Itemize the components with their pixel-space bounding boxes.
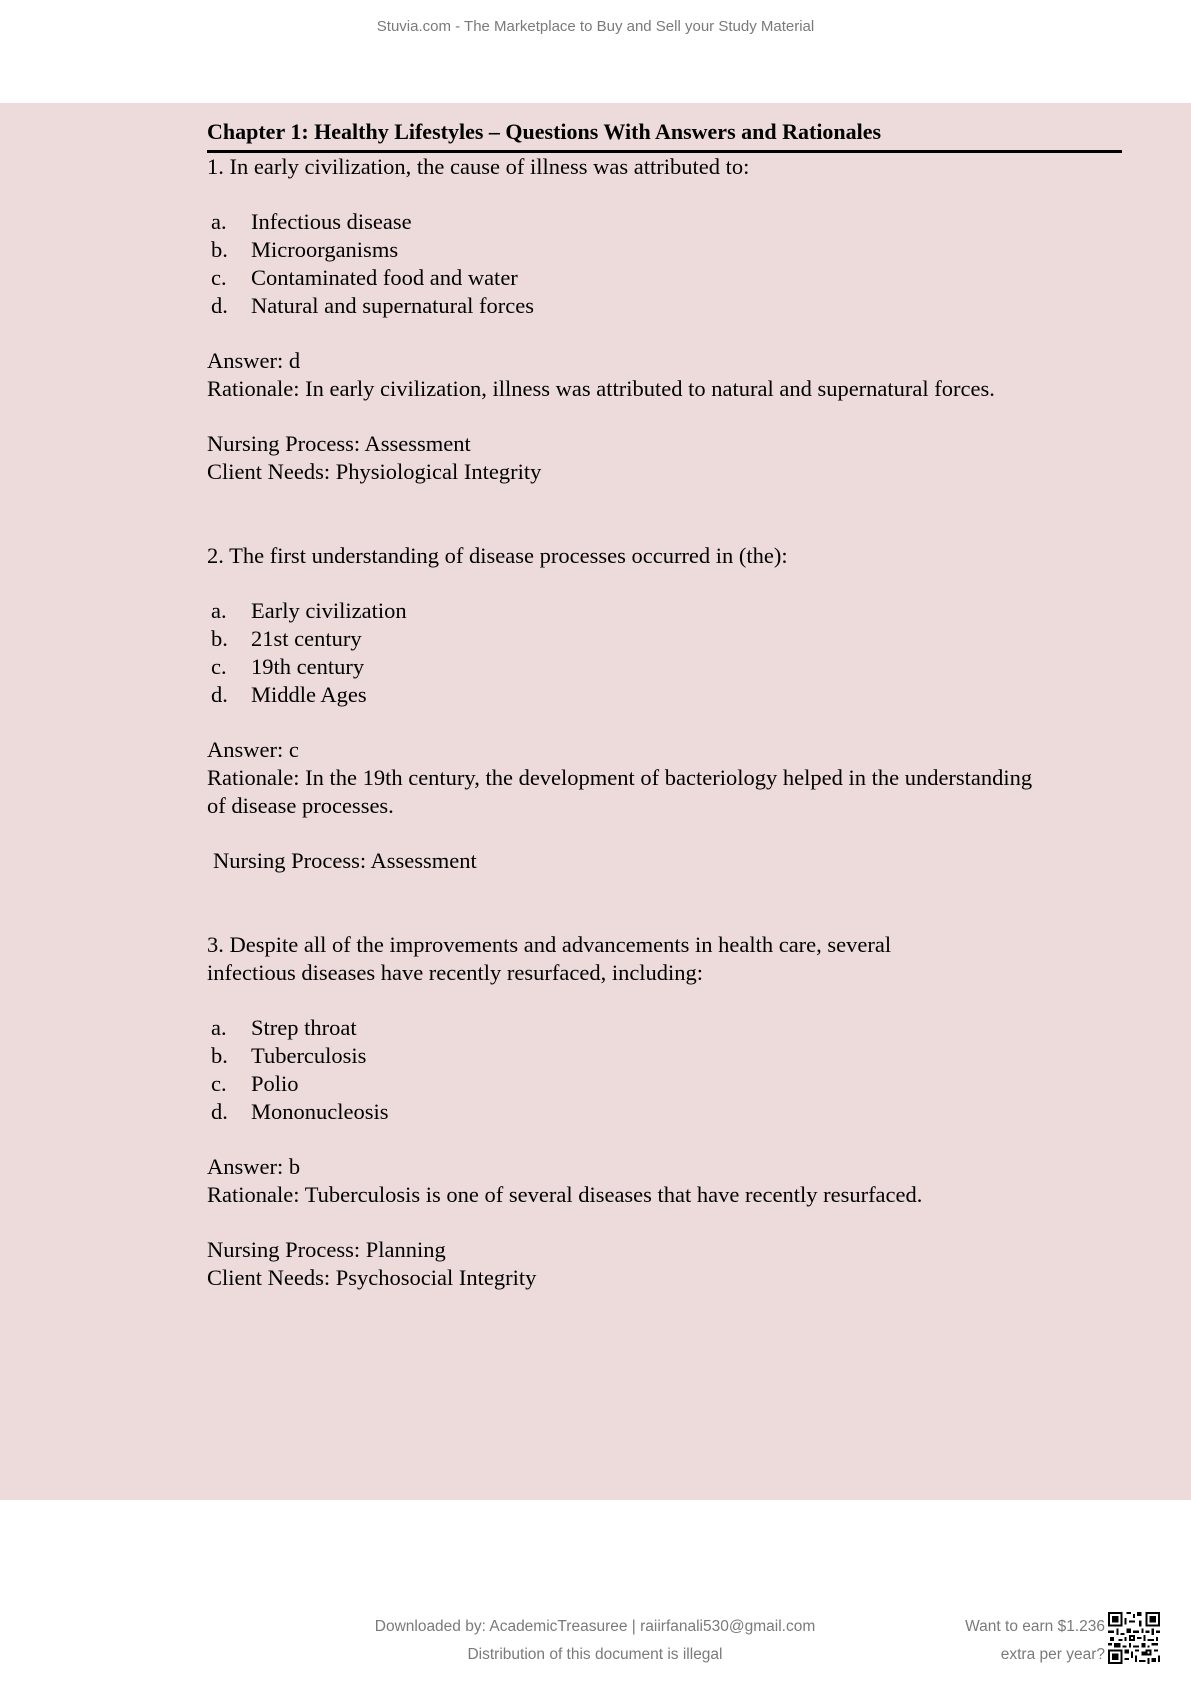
nursing-process: Nursing Process: Assessment (213, 848, 477, 873)
options-list (207, 597, 1122, 709)
answer: Answer: b (207, 1154, 301, 1179)
chapter-title: Chapter 1: Healthy Lifestyles – Questions With Answers and Rationales (207, 118, 1122, 153)
earn-promo[interactable] (930, 1613, 1105, 1669)
question-2 (207, 542, 1122, 875)
options-list (207, 1014, 1122, 1126)
nursing-process: Nursing Process: Assessment (207, 431, 471, 456)
question-1 (207, 153, 1122, 486)
options-list (207, 208, 1122, 320)
option-d: d. Middle Ages (211, 682, 367, 707)
option-a: a. Infectious disease (211, 209, 412, 234)
distribution-notice: Distribution of this document is illegal (467, 1646, 723, 1663)
question-3 (207, 931, 1122, 1292)
rationale: Rationale: Tuberculosis is one of several diseases that have recently resurfaced. (207, 1182, 923, 1207)
option-a: a. Early civilization (211, 598, 407, 623)
option-a: a. Strep throat (211, 1015, 357, 1040)
footer-download-info (330, 1613, 860, 1669)
answer: Answer: d (207, 348, 301, 373)
earn-line-1: Want to earn $1.236 (965, 1618, 1105, 1635)
question-stem: 1. In early civilization, the cause of illness was attributed to: (207, 154, 750, 179)
answer: Answer: c (207, 737, 299, 762)
option-c: c. Contaminated food and water (211, 265, 518, 290)
qr-code-icon[interactable] (1108, 1612, 1160, 1664)
rationale-line-2: of disease processes. (207, 793, 394, 818)
document-content (207, 118, 1122, 1292)
option-c: c. Polio (211, 1071, 299, 1096)
client-needs: Client Needs: Physiological Integrity (207, 459, 542, 484)
client-needs: Client Needs: Psychosocial Integrity (207, 1265, 537, 1290)
stuvia-banner: Stuvia.com - The Marketplace to Buy and Sell your Study Material (376, 18, 815, 35)
option-b: b. Microorganisms (211, 237, 399, 262)
option-b: b. Tuberculosis (211, 1043, 367, 1068)
question-stem-line-1: 3. Despite all of the improvements and advancements in health care, several (207, 932, 892, 957)
option-d: d. Mononucleosis (211, 1099, 389, 1124)
nursing-process: Nursing Process: Planning (207, 1237, 446, 1262)
rationale-line-1: Rationale: In the 19th century, the development of bacteriology helped in the understanding (207, 765, 1033, 790)
downloaded-by: Downloaded by: AcademicTreasuree | raiirfanali530@gmail.com (374, 1618, 816, 1635)
option-d: d. Natural and supernatural forces (211, 293, 534, 318)
question-stem-line-2: infectious diseases have recently resurfaced, including: (207, 960, 704, 985)
option-b: b. 21st century (211, 626, 362, 651)
option-c: c. 19th century (211, 654, 365, 679)
rationale: Rationale: In early civilization, illness was attributed to natural and supernatural forces. (207, 376, 995, 401)
earn-line-2: extra per year? (1000, 1646, 1105, 1663)
question-stem: 2. The first understanding of disease processes occurred in (the): (207, 543, 788, 568)
